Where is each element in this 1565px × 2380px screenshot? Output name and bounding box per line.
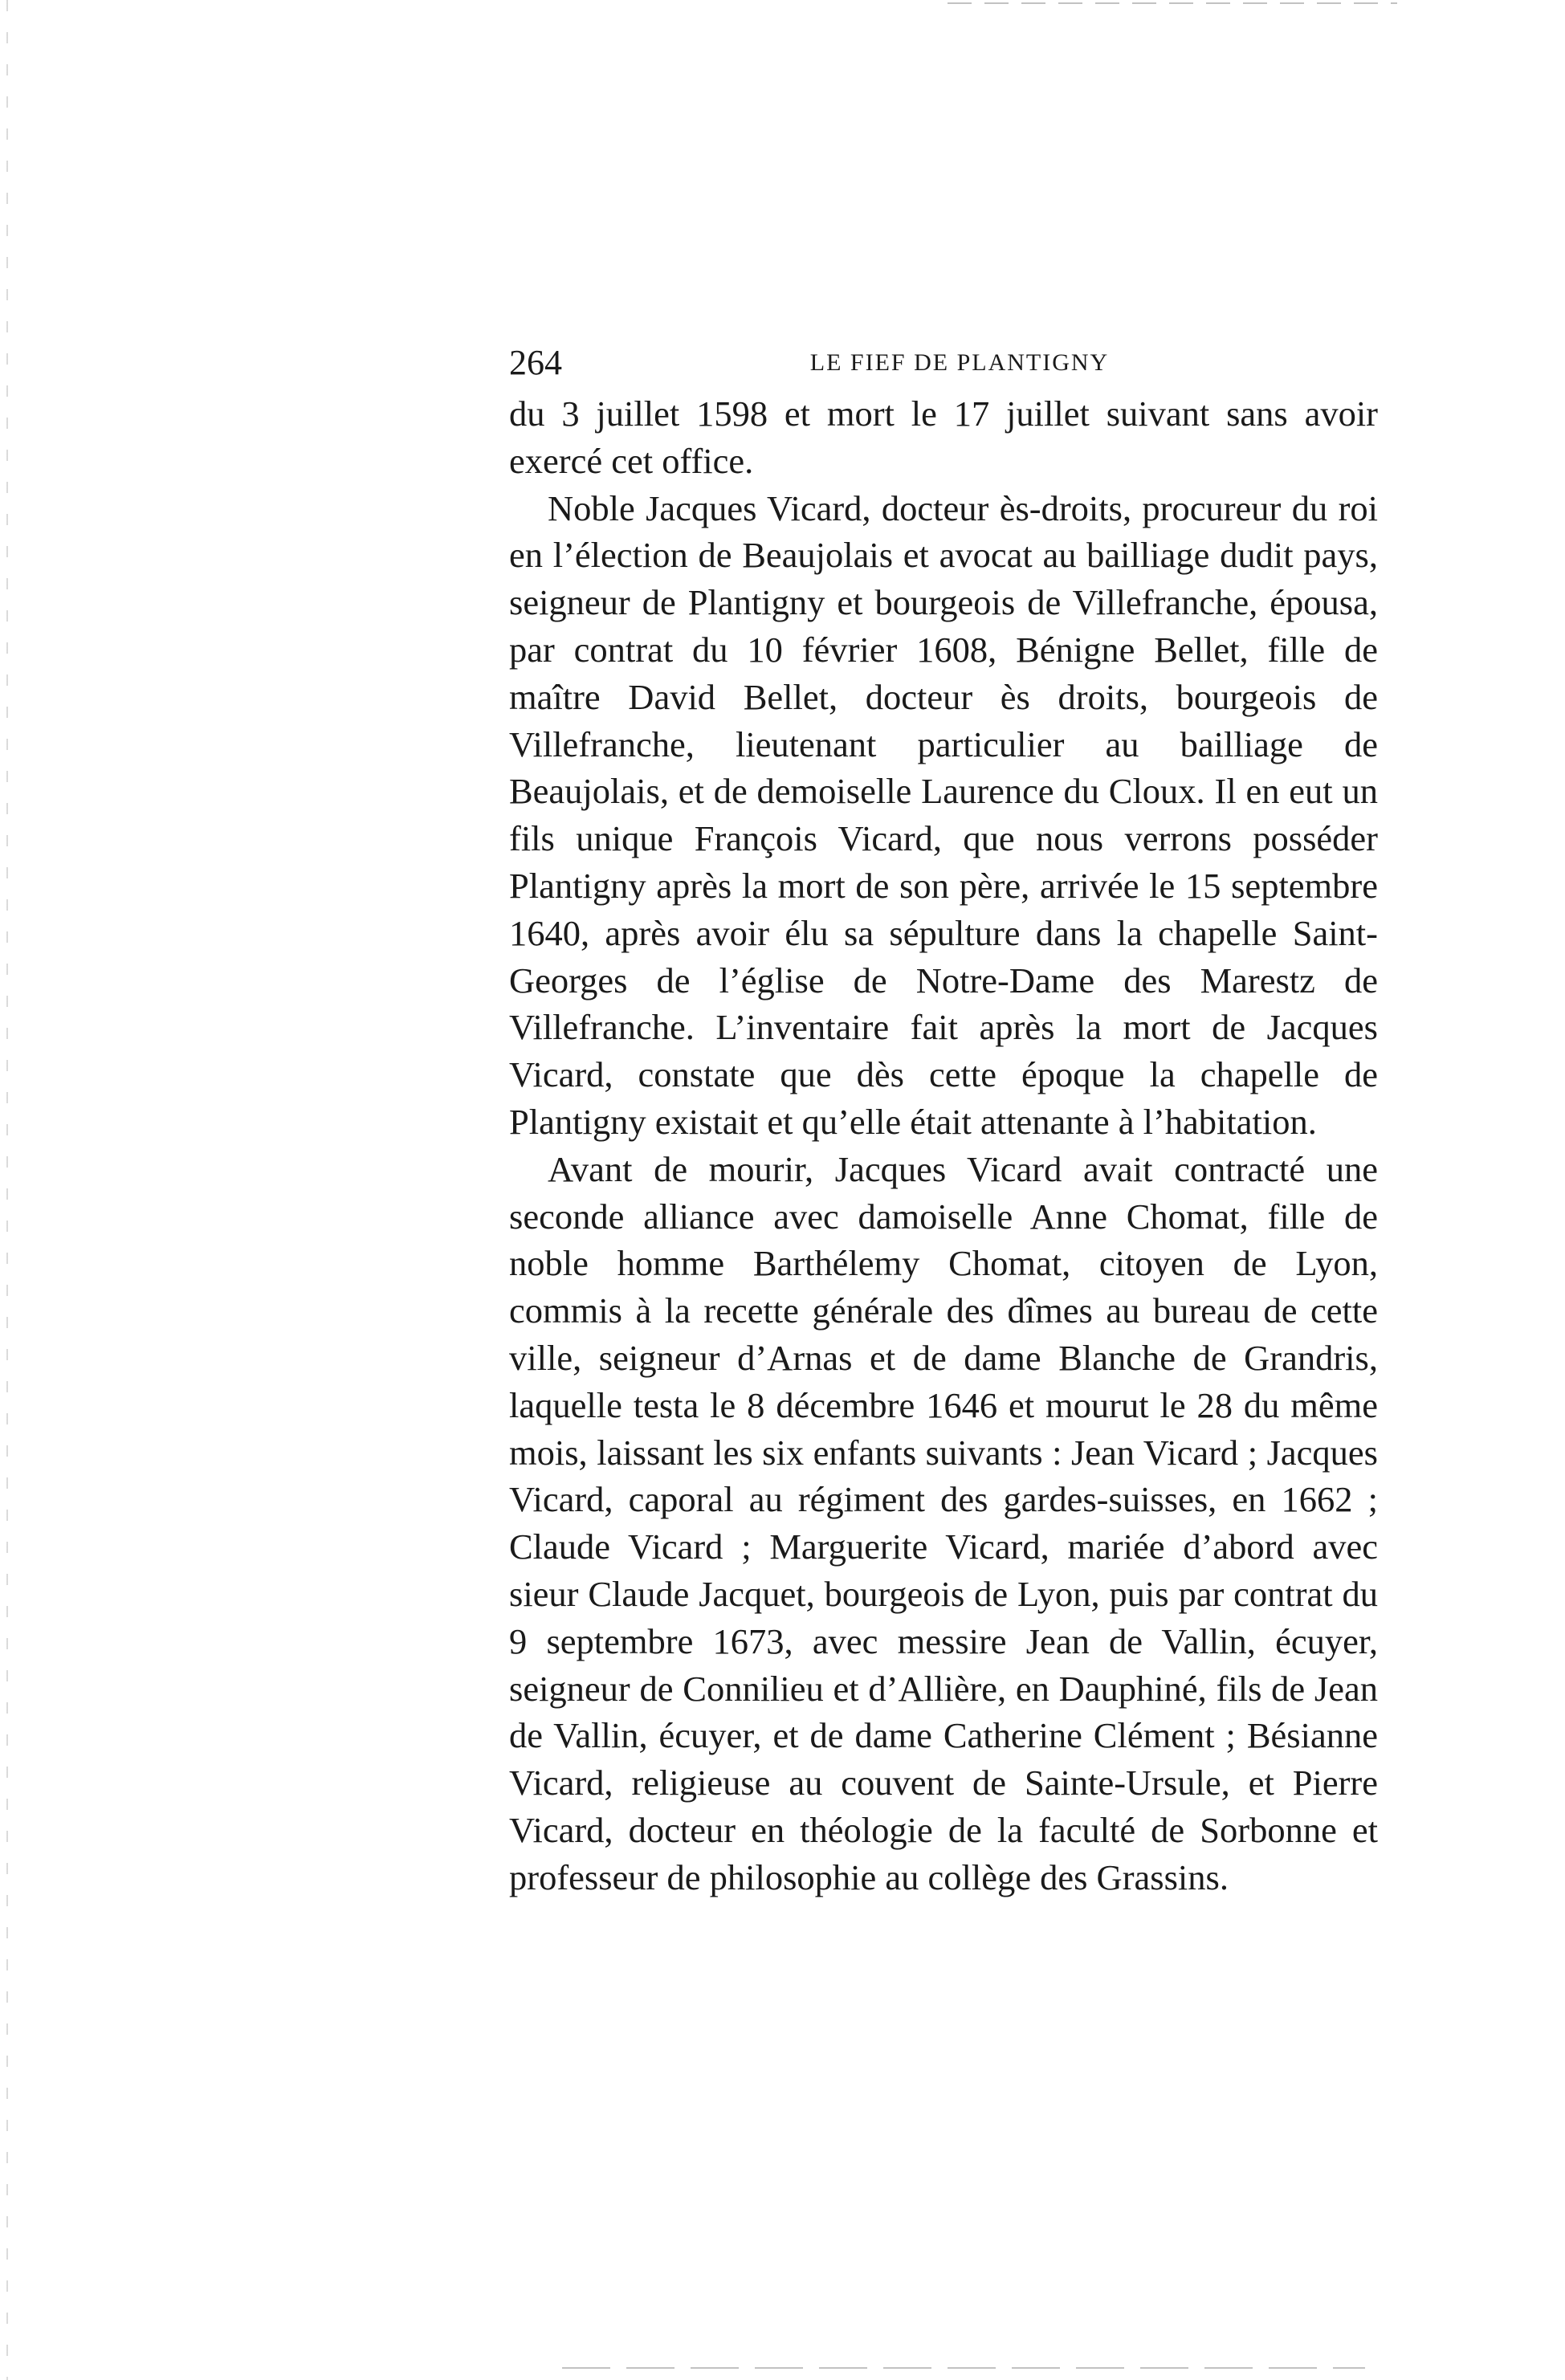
paragraph-second-alliance: Avant de mourir, Jacques Vicard avait contracté une seconde alliance avec damoiselle Anne Chomat, fille de noble homme Barthélemy Chomat, citoyen de Lyon, commis à la recette générale des dîmes au bureau de cette ville, seigneur d’Arnas et de dame Blanche de Grandris, laquelle testa le 8 décembre 1646 et mourut le 28 du même mois, laissant les six enfants suivants : Jean Vicard ; Jacques Vicard, caporal au régiment des gardes-suisses, en 1662 ; Claude Vicard ; Marguerite Vicard, mariée d’abord avec sieur Claude Jacquet, bourgeois de Lyon, puis par contrat du 9 septembre 1673, avec messire Jean de Vallin, écuyer, seigneur de Connilieu et d’Allière, en Dauphiné, fils de Jean de Vallin, écuyer, et de dame Catherine Clément ; Bésianne Vicard, religieuse au couvent de Sainte-Ursule, et Pierre Vicard, docteur en théologie de la faculté de Sorbonne et professeur de philosophie au collège des Grassins. (509, 1148, 1378, 1897)
paragraph-jacques-vicard: Noble Jacques Vicard, docteur ès-droits, procureur du roi en l’élection de Beaujolais et avocat au bailliage dudit pays, seigneur de Plantigny et bourgeois de Villefranche, épousa, par contrat du 10 février 1608, Bénigne Bellet, fille de maître David Bellet, docteur ès droits, bourgeois de Villefranche, lieutenant particulier au bailliage de Beaujolais, et de demoiselle Laurence du Cloux. Il en eut un fils unique François Vicard, que nous verrons posséder Plantigny après la mort de son père, arrivée le 15 septembre 1640, après avoir élu sa sépulture dans la chapelle Saint-Georges de l’église de Notre-Dame des Marestz de Villefranche. L’inventaire fait après la mort de Jacques Vicard, constate que dès cette époque la chapelle de Plantigny existait et qu’elle était attenante à l’habitation. (509, 487, 1378, 1142)
scan-margin-artifact (6, 0, 8, 2380)
body-text (509, 390, 1378, 1901)
scan-top-artifact (948, 2, 1397, 4)
paragraph-continuation: du 3 juillet 1598 et mort le 17 juillet suivant sans avoir exercé cet office. (509, 393, 1378, 481)
running-title: LE FIEF DE PLANTIGNY (809, 349, 1110, 376)
page-number: 264 (509, 343, 562, 382)
scan-bottom-artifact (562, 2367, 1365, 2369)
page-header (509, 339, 1378, 387)
